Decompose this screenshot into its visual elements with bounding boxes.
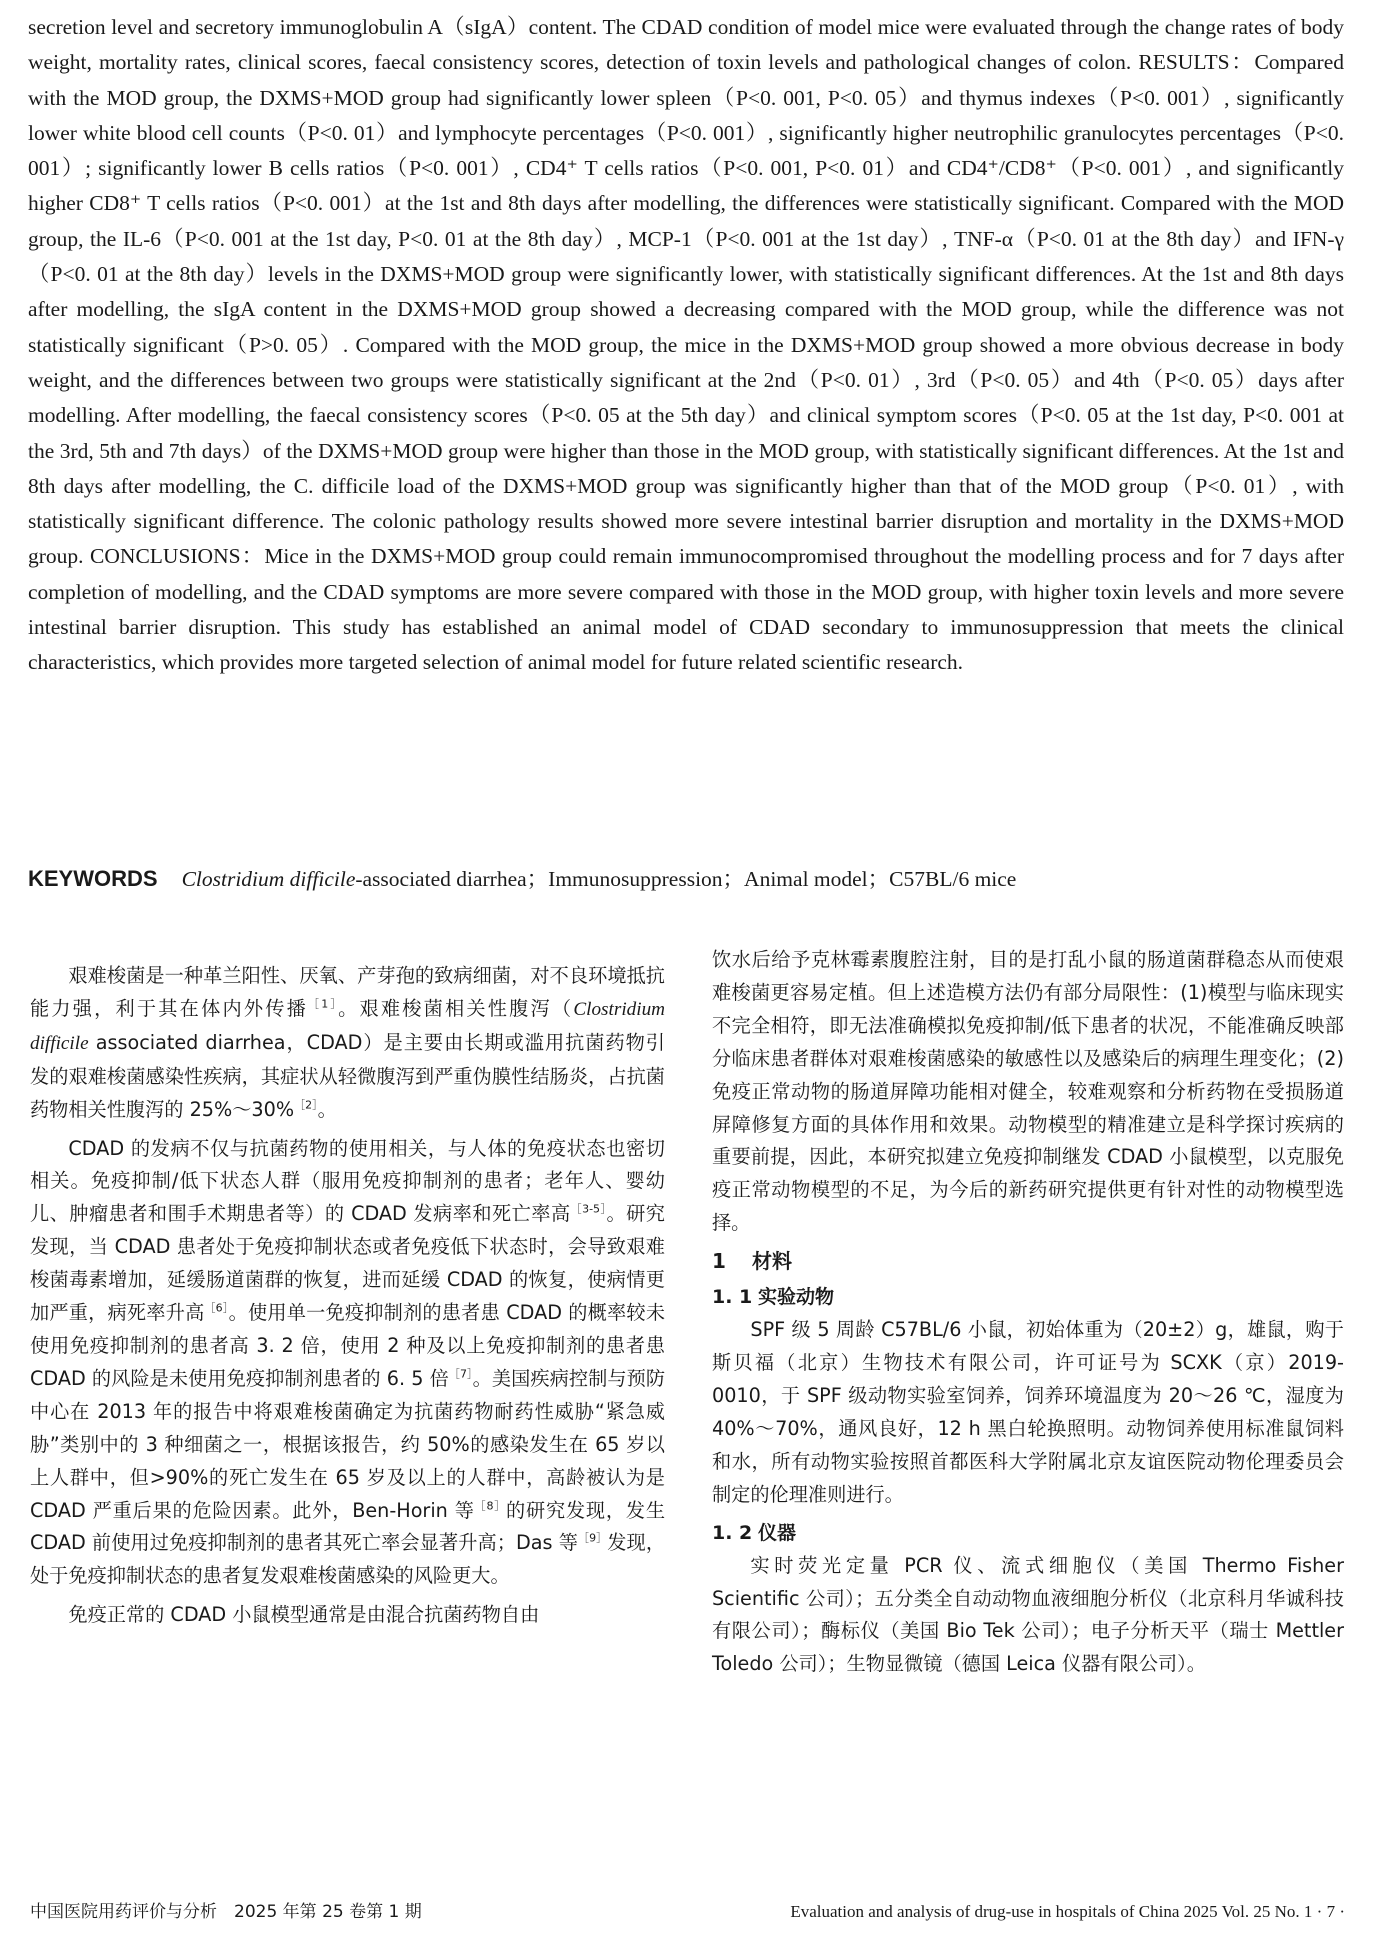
results-text: Compared with the MOD group, the DXMS+MOD group had significantly lower spleen（P<0. 001, P<0. 05）and thymus indexes（P<0. 001）, significantly lower white blood cell counts（P<0. 01）and lymphocyte percentages（P<0. 001）, significantly higher neutrophilic granulocytes percentages（P<0. 001）; significantly lower B cells ratios（P<0. 001）, CD4⁺ T cells ratios（P<0. 001, P<0. 01）and CD4⁺/CD8⁺（P<0. 001）, and significantly higher CD8⁺ T cells ratios（P<0. 001）at the 1st and 8th days after modelling, the differences were statistically significant. Compared with the MOD group, the IL-6（P<0. 001 at the 1st day, P<0. 01 at the 8th day）, MCP-1（P<0. 001 at the 1st day）, TNF-α（P<0. 01 at the 8th day）and IFN-γ（P<0. 01 at the 8th day）levels in the DXMS+MOD group were significantly lower, with statistically significant differences. At the 1st and 8th days after modelling, the sIgA content in the DXMS+MOD group showed a decreasing compared with the MOD group, while the difference was not statistically significant（P>0. 05）. Compared with the MOD group, the mice in the DXMS+MOD group showed a more obvious decrease in body weight, and the differences between two groups were statistically significant at the 2nd（P<0. 01）, 3rd（P<0. 05）and 4th（P<0. 05）days after modelling. After modelling, the faecal consistency scores（P<0. 05 at the 5th day）and clinical symptom scores（P<0. 05 at the 1st day, P<0. 001 at the 3rd, 5th and 7th days）of the DXMS+MOD group were higher than those in the MOD group, with statistically significant differences. At the 1st and 8th days after modelling, the C. difficile load of the DXMS+MOD group was significantly higher than that of the MOD group（P<0. 01）, with statistically significant difference. The colonic pathology results showed more severe intestinal barrier disruption and mortality in the DXMS+MOD group. (28, 50, 1344, 569)
text-run: 。使用单一免疫抑制剂的患者患 CDAD 的概率较未使用免疫抑制剂的患者高 3. 2 倍，使用 2 种及以上免疫抑制剂的患者患 CDAD 的风险是未使用免疫抑制剂患者的 6. 5 倍 (30, 1301, 666, 1390)
page-footer (30, 1898, 1345, 1926)
intro-paragraph-3: 免疫正常的 CDAD 小鼠模型通常是由混合抗菌药物自由 (68, 1603, 540, 1627)
conclusions-label: CONCLUSIONS： (90, 544, 265, 569)
results-label: RESULTS： (1138, 50, 1255, 75)
footer-journal-en: Evaluation and analysis of drug-use in hospitals of China 2025 Vol. 25 No. 1 · 7 · (790, 1902, 1345, 1921)
text-run: 发现，处于免疫抑制状态的患者复发艰难梭菌感染的风险更大。 (30, 1531, 666, 1588)
keywords-list: -associated diarrhea；Immunosuppression；Animal model；C57BL/6 mice (355, 867, 1017, 891)
latin-name: Clostridium difficile (30, 998, 666, 1054)
citation-ref[interactable]: ［1］ (308, 997, 339, 1011)
citation-ref[interactable]: ［2］ (294, 1098, 318, 1112)
keyword-latin-name: Clostridium difficile (181, 867, 356, 891)
left-column (30, 960, 665, 1638)
intro-paragraph-1 (30, 960, 665, 1127)
section-title: 材料 (752, 1249, 792, 1274)
citation-ref[interactable]: ［9］ (577, 1532, 608, 1546)
animals-paragraph: SPF 级 5 周龄 C57BL/6 小鼠，初始体重为（20±2）g，雄鼠，购于斯贝福（北京）生物技术有限公司，许可证号为 SCXK（京）2019-0010，于 SPF 级动物实验室饲养，饲养环境温度为 20～26 ℃，湿度为 40%～70%，通风良好，12 h 黑白轮换照明。动物饲养使用标准鼠饲料和水，所有动物实验按照首都医科大学附属北京友谊医院动物伦理委员会制定的伦理准则进行。 (712, 1318, 1344, 1506)
subsection-number: 1. 1 (712, 1286, 753, 1309)
text-run: 。艰难梭菌相关性腹泻（ (338, 996, 574, 1020)
intro-paragraph-2 (30, 1133, 665, 1594)
keywords-label: KEYWORDS (28, 866, 158, 891)
subsection-heading-instruments (712, 1518, 1344, 1548)
subsection-number: 1. 2 (712, 1521, 753, 1544)
text-run: 。 (317, 1097, 337, 1121)
section-heading-materials (712, 1246, 1344, 1276)
english-abstract (28, 10, 1344, 681)
subsection-title: 仪器 (758, 1521, 797, 1544)
citation-ref[interactable]: ［3-5］ (570, 1202, 607, 1216)
citation-ref[interactable]: ［8］ (474, 1499, 507, 1513)
text-run: 。美国疾病控制与预防中心在 2013 年的报告中将艰难梭菌确定为抗菌药物耐药性威胁“紧急威胁”类别中的 3 种细菌之一，根据该报告，约 50%的感染发生在 65 岁以上人群中，但>90%的死亡发生在 65 岁及以上的人群中，高龄被认为是 CDAD 严重后果的危险因素。此外，Ben-Horin 等 (30, 1366, 666, 1522)
keywords-line (28, 864, 1344, 894)
right-column (712, 944, 1344, 1687)
instruments-paragraph: 实时荧光定量 PCR 仪、流式细胞仪（美国 Thermo Fisher Scientific 公司）；五分类全自动动物血液细胞分析仪（北京科月华诚科技有限公司）；酶标仪（美国 Bio Tek 公司）；电子分析天平（瑞士 Mettler Toledo 公司）；生物显微镜（德国 Leica 仪器有限公司）。 (712, 1553, 1344, 1676)
text-run: 艰难梭菌是一种革兰阳性、厌氧、产芽孢的致病细菌，对不良环境抵抗能力强，利于其在体内外传播 (30, 964, 665, 1020)
intro-paragraph-3-continued: 饮水后给予克林霉素腹腔注射，目的是打乱小鼠的肠道菌群稳态从而使艰难梭菌更容易定植。但上述造模方法仍有部分局限性：(1)模型与临床现实不完全相符，即无法准确模拟免疫抑制/低下患者的状况，不能准确反映部分临床患者群体对艰难梭菌感染的敏感性以及感染后的病理生理变化；(2)免疫正常动物的肠道屏障功能相对健全，较难观察和分析药物在受损肠道屏障修复方面的具体作用和效果。动物模型的精准建立是科学探讨疾病的重要前提，因此，本研究拟建立免疫抑制继发 CDAD 小鼠模型，以克服免疫正常动物模型的不足，为今后的新药研究提供更有针对性的动物模型选择。 (712, 948, 1344, 1235)
section-number: 1 (712, 1249, 726, 1274)
subsection-heading-animals (712, 1282, 1344, 1312)
footer-journal-cn: 中国医院用药评价与分析 2025 年第 25 卷第 1 期 (30, 1902, 422, 1922)
abstract-methods-tail: secretion level and secretory immunoglobulin A（sIgA）content. The CDAD condition of model mice were evaluated through the change rates of body weight, mortality rates, clinical scores, faecal consistency scores, detection of toxin levels and pathological changes of colon. (28, 15, 1344, 75)
text-run: 的研究发现，发生 CDAD 前使用过免疫抑制剂的患者其死亡率会显著升高；Das 等 (30, 1498, 666, 1555)
citation-ref[interactable]: ［6］ (204, 1301, 229, 1315)
text-run: 。研究发现，当 CDAD 患者处于免疫抑制状态或者免疫低下状态时，会导致艰难梭菌毒素增加，延缓肠道菌群的恢复，进而延缓 CDAD 的恢复，使病情更加严重，病死率升高 (30, 1202, 665, 1325)
text-run: CDAD 的发病不仅与抗菌药物的使用相关，与人体的免疫状态也密切相关。免疫抑制/低下状态人群（服用免疫抑制剂的患者；老年人、婴幼儿、肿瘤患者和围手术期患者等）的 CDAD 发病率和死亡率高 (30, 1136, 665, 1226)
subsection-title: 实验动物 (758, 1286, 835, 1309)
citation-ref[interactable]: ［7］ (448, 1367, 473, 1381)
text-run: associated diarrhea，CDAD）是主要由长期或滥用抗菌药物引发的艰难梭菌感染性疾病，其症状从轻微腹泻到严重伪膜性结肠炎，占抗菌药物相关性腹泻的 25%～30% (30, 1030, 665, 1121)
conclusions-text: Mice in the DXMS+MOD group could remain immunocompromised throughout the modelling process and for 7 days after completion of modelling, and the CDAD symptoms are more severe compared with those in the MOD group, with higher toxin levels and more severe intestinal barrier disruption. This study has established an animal model of CDAD secondary to immunosuppression that meets the clinical characteristics, which provides more targeted selection of animal model for future related scientific research. (28, 544, 1345, 675)
